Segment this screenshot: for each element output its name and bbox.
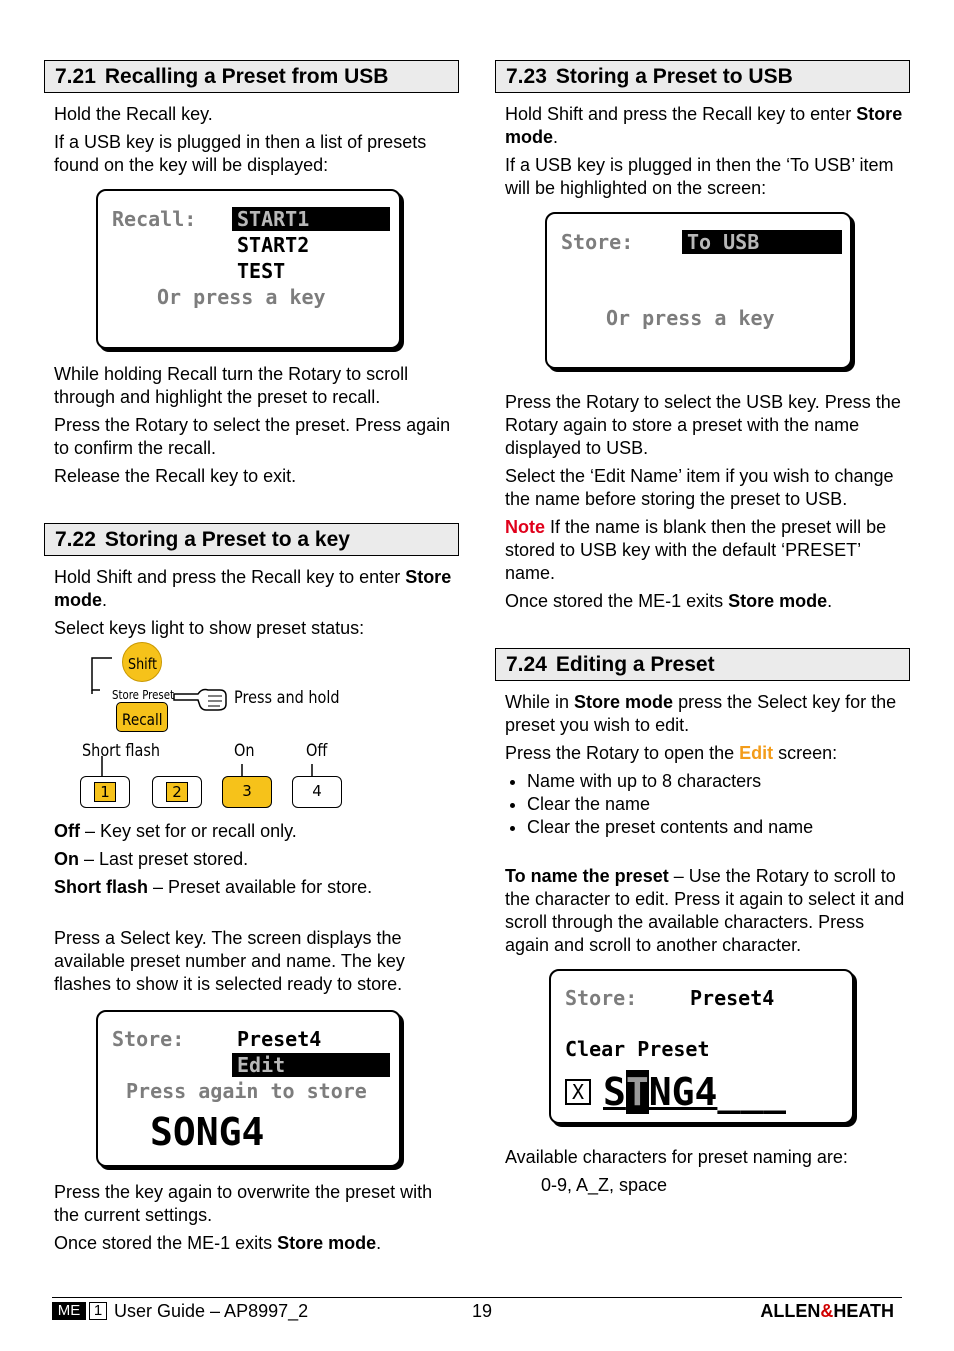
paragraph: Press the Rotary to select the preset. Press again to confirm the recall. <box>54 415 451 458</box>
select-key-3 <box>222 776 272 808</box>
short-flash-label: Short flash <box>82 741 161 761</box>
lcd-preset-name: Preset4 <box>690 986 775 1010</box>
lcd-big-name: SONG4 <box>150 1110 265 1154</box>
paragraph: If a USB key is plugged in then the ‘To USB’ item will be highlighted on the screen: <box>505 155 894 198</box>
section-body-7-23 <box>495 93 910 613</box>
shift-key-label: Shift <box>128 655 157 673</box>
lcd-list-item: TEST <box>237 259 286 283</box>
lcd-highlight-item: To USB <box>682 230 842 254</box>
lcd-label: Recall: <box>112 207 197 231</box>
brand-part: HEATH <box>833 1301 894 1321</box>
paragraph: Press a Select key. The screen displays the available preset number and name. The key flashes to show it is selected ready to store. <box>54 928 405 994</box>
lcd-label: Store: <box>112 1027 185 1051</box>
lcd-store-usb-screen <box>545 212 852 369</box>
select-key-number: 2 <box>166 782 188 802</box>
edit-highlight: Edit <box>739 743 774 763</box>
paragraph: Press the Rotary to select the USB key. Press the Rotary again to store a preset with the name displayed to USB. <box>505 392 901 458</box>
paragraph <box>505 590 908 613</box>
lcd-prompt: Or press a key <box>157 285 326 309</box>
lcd-highlight-item: START1 <box>232 207 390 231</box>
lcd-highlight-item: Edit <box>232 1053 390 1077</box>
section-heading-7-24 <box>495 648 910 681</box>
me1-logo <box>52 1302 107 1320</box>
bold-text: Store mode <box>728 591 828 611</box>
section-number: 7.21 <box>55 65 96 88</box>
section-number: 7.22 <box>55 528 96 551</box>
bold-text: Store mode <box>505 104 903 147</box>
section-title: Recalling a Preset from USB <box>104 65 389 88</box>
section-body-7-22 <box>44 556 459 1255</box>
name-char: NG4 <box>648 1070 718 1114</box>
text: Press the Rotary to open the <box>505 743 740 763</box>
paragraph <box>505 103 908 149</box>
section-title: Storing a Preset to a key <box>104 528 350 551</box>
off-label: Off <box>306 741 328 761</box>
lcd-prompt: Or press a key <box>606 306 775 330</box>
section-heading-7-23 <box>495 60 910 93</box>
text: If the name is blank then the preset will be stored to USB key with the default ‘PRESET’ name. <box>505 517 887 583</box>
text: . <box>553 127 559 147</box>
paragraph: Release the Recall key to exit. <box>54 466 297 486</box>
paragraph <box>54 566 457 612</box>
name-char: S <box>603 1070 626 1114</box>
section-number: 7.24 <box>506 653 547 676</box>
lcd-preset-name: Preset4 <box>237 1027 322 1051</box>
brand-part: ALLEN <box>760 1301 821 1321</box>
bold-text: Store mode <box>574 692 674 712</box>
right-column <box>495 60 910 1202</box>
bold-text: Short flash <box>54 877 149 897</box>
text: – Preset available for store. <box>148 877 373 897</box>
left-column <box>44 60 459 1260</box>
text: . <box>376 1233 382 1253</box>
lcd-clear-preset: Clear Preset <box>565 1037 710 1061</box>
store-preset-label: Store Preset <box>112 688 175 702</box>
guide-title: User Guide – AP8997_2 <box>114 1301 309 1321</box>
paragraph: Select the ‘Edit Name’ item if you wish to change the name before storing the preset to USB. <box>505 466 894 509</box>
text: . <box>102 590 108 610</box>
lcd-recall-screen <box>96 189 401 349</box>
text: While in <box>505 692 575 712</box>
bold-text: Store mode <box>277 1233 377 1253</box>
paragraph <box>54 848 457 871</box>
brand-name <box>760 1301 894 1322</box>
bold-text: Store mode <box>54 567 452 610</box>
lcd-clear-x-box: X <box>565 1079 591 1105</box>
section-body-7-24 <box>495 681 910 1197</box>
section-heading-7-21 <box>44 60 459 93</box>
name-blank-chars: ___ <box>717 1070 787 1114</box>
text: Hold Shift and press the Recall key to enter <box>54 567 406 587</box>
page-footer <box>52 1297 902 1328</box>
select-key-2 <box>152 776 202 808</box>
paragraph: While holding Recall turn the Rotary to scroll through and highlight the preset to recall. <box>54 364 409 407</box>
paragraph: Press the key again to overwrite the preset with the current settings. <box>54 1182 433 1225</box>
select-key-1 <box>80 776 130 808</box>
list-item: • Clear the preset contents and name <box>527 816 908 839</box>
bold-text: To name the preset <box>505 866 669 886</box>
paragraph: Select keys light to show preset status: <box>54 618 365 638</box>
page-number: 19 <box>472 1301 493 1321</box>
text: Once stored the ME-1 exits <box>505 591 729 611</box>
select-key-number: 1 <box>94 782 116 802</box>
list-item: • Name with up to 8 characters <box>527 770 908 793</box>
logo-one: 1 <box>89 1302 107 1320</box>
paragraph: If a USB key is plugged in then a list of presets found on the key will be displayed: <box>54 132 427 175</box>
shift-key <box>122 642 162 682</box>
select-key-number: 3 <box>242 782 252 800</box>
pointing-hand-icon <box>172 684 230 712</box>
paragraph: Available characters for preset naming are: <box>505 1147 848 1167</box>
section-title: Storing a Preset to USB <box>555 65 793 88</box>
section-body-7-21 <box>44 93 459 488</box>
text: press the Select key for the preset you wish to edit. <box>505 692 897 735</box>
section-title: Editing a Preset <box>555 653 715 676</box>
brand-ampersand: & <box>820 1301 834 1321</box>
select-key-number: 4 <box>312 782 322 800</box>
lcd-label: Store: <box>561 230 634 254</box>
list-item: • Clear the name <box>527 793 908 816</box>
note-label: Note <box>505 517 545 537</box>
paragraph <box>505 516 908 585</box>
lcd-list-item: START2 <box>237 233 310 257</box>
select-key-4 <box>292 776 342 808</box>
on-label: On <box>234 741 255 761</box>
lcd-edit-name <box>603 1070 786 1114</box>
logo-me: ME <box>52 1302 86 1320</box>
paragraph <box>505 742 908 765</box>
section-heading-7-22 <box>44 523 459 556</box>
paragraph <box>54 820 457 843</box>
lcd-label: Store: <box>565 986 638 1010</box>
bold-text: On <box>54 849 79 869</box>
bold-text: Off <box>54 821 80 841</box>
text: . <box>827 591 833 611</box>
text: Hold Shift and press the Recall key to enter <box>505 104 857 124</box>
lcd-store-key-screen <box>96 1010 401 1167</box>
text: – Key set for or recall only. <box>80 821 297 841</box>
paragraph: Hold the Recall key. <box>54 104 213 124</box>
text: Once stored the ME-1 exits <box>54 1233 278 1253</box>
text: – Use the Rotary to scroll to the character to edit. Press it again to select it and scroll through the available characters. Press again and scroll to another character. <box>505 866 905 955</box>
text: – Last preset stored. <box>79 849 249 869</box>
press-and-hold-label: Press and hold <box>234 688 340 708</box>
recall-key-label: Recall <box>122 710 163 729</box>
paragraph <box>54 876 457 899</box>
name-cursor-char: T <box>625 1070 649 1114</box>
text: screen: <box>773 743 838 763</box>
paragraph <box>54 1232 457 1255</box>
paragraph: 0-9, A_Z, space <box>541 1175 668 1195</box>
lcd-edit-screen <box>549 969 854 1124</box>
section-number: 7.23 <box>506 65 547 88</box>
edit-options-list <box>505 770 908 839</box>
lcd-prompt: Press again to store <box>126 1079 367 1103</box>
key-status-diagram <box>54 646 354 816</box>
recall-key <box>116 702 168 732</box>
paragraph <box>505 691 908 737</box>
paragraph <box>505 865 908 957</box>
